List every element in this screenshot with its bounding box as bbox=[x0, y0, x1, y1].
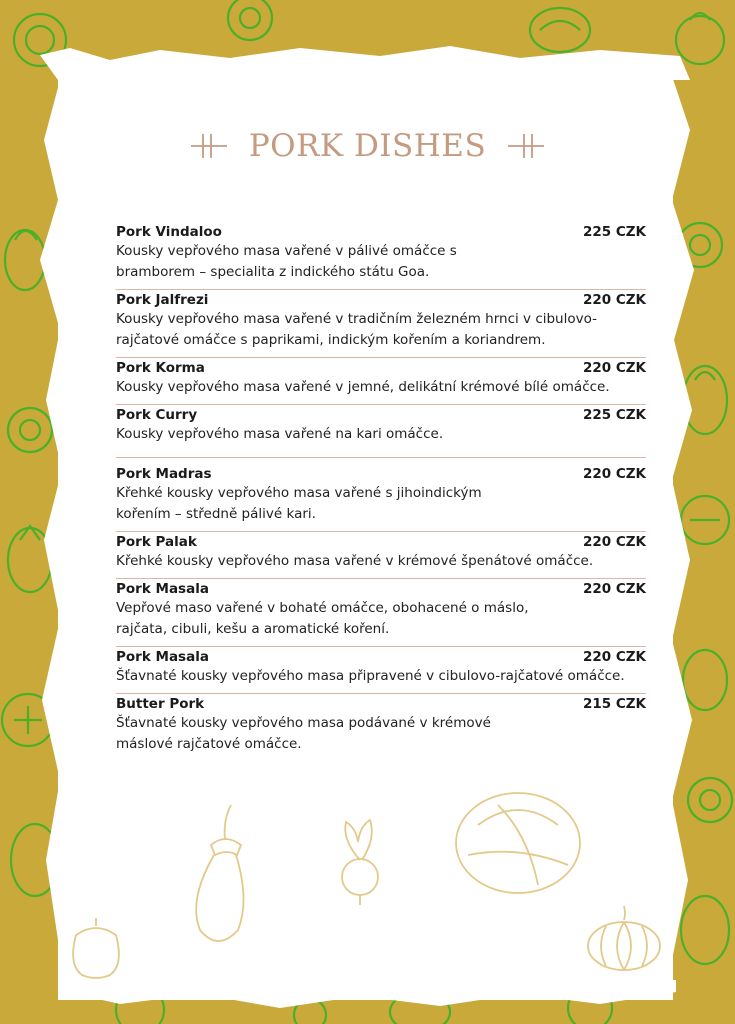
dish-name: Pork Korma bbox=[116, 360, 205, 376]
dish-description: Kousky vepřového masa vařené v jemné, delikátní krémové bílé omáčce. bbox=[116, 379, 610, 395]
menu-item bbox=[116, 458, 646, 532]
radish-icon bbox=[330, 815, 390, 905]
dish-price: 220 CZK bbox=[582, 581, 646, 597]
dish-name: Butter Pork bbox=[116, 696, 205, 712]
dish-price: 220 CZK bbox=[582, 292, 646, 308]
dish-name: Pork Vindaloo bbox=[116, 224, 222, 240]
dish-description: Křehké kousky vepřového masa vařené s jihoindickým kořením – středně pálivé kari. bbox=[116, 485, 482, 522]
ornament-right-icon bbox=[508, 131, 544, 161]
menu-item bbox=[116, 290, 646, 358]
menu-header bbox=[0, 128, 735, 164]
dish-description: Šťavnaté kousky vepřového masa připravené v cibulovo-rajčatové omáčce. bbox=[116, 668, 625, 684]
menu-item bbox=[116, 532, 646, 579]
ornament-left-icon bbox=[191, 131, 227, 161]
menu-item bbox=[116, 647, 646, 694]
dish-name: Pork Jalfrezi bbox=[116, 292, 209, 308]
dish-description: Kousky vepřového masa vařené na kari omáčce. bbox=[116, 426, 444, 442]
dish-name: Pork Masala bbox=[116, 649, 209, 665]
eggplant-icon bbox=[186, 800, 256, 950]
dish-price: 225 CZK bbox=[582, 407, 646, 423]
dish-price: 225 CZK bbox=[582, 224, 646, 240]
pumpkin-icon bbox=[584, 902, 664, 974]
dish-description: Kousky vepřového masa vařené v tradičním železném hrnci v cibulovo-rajčatové omáčce s paprikami, indickým kořením a koriandrem. bbox=[116, 311, 597, 348]
dish-description: Kousky vepřového masa vařené v pálivé omáčce s bramborem – specialita z indického státu Goa. bbox=[116, 243, 457, 280]
dish-name: Pork Palak bbox=[116, 534, 197, 550]
dish-price: 215 CZK bbox=[582, 696, 646, 712]
menu-list bbox=[116, 222, 646, 761]
menu-item bbox=[116, 358, 646, 405]
dish-price: 220 CZK bbox=[582, 534, 646, 550]
dish-name: Pork Curry bbox=[116, 407, 198, 423]
dish-price: 220 CZK bbox=[582, 360, 646, 376]
dish-price: 220 CZK bbox=[582, 649, 646, 665]
menu-item bbox=[116, 694, 646, 761]
menu-item bbox=[116, 405, 646, 458]
page-title: PORK DISHES bbox=[248, 128, 487, 164]
dish-price: 220 CZK bbox=[582, 466, 646, 482]
menu-item bbox=[116, 579, 646, 647]
dish-description: Vepřové maso vařené v bohaté omáčce, obohacené o máslo, rajčata, cibuli, kešu a aromatické koření. bbox=[116, 600, 529, 637]
dish-description: Křehké kousky vepřového masa vařené v krémové špenátové omáčce. bbox=[116, 553, 594, 569]
menu-item bbox=[116, 222, 646, 290]
dish-name: Pork Masala bbox=[116, 581, 209, 597]
dish-description: Šťavnaté kousky vepřového masa podávané v krémové máslové rajčatové omáčce. bbox=[116, 715, 491, 752]
cabbage-icon bbox=[448, 785, 588, 900]
dish-name: Pork Madras bbox=[116, 466, 212, 482]
bell-pepper-icon bbox=[66, 910, 126, 980]
